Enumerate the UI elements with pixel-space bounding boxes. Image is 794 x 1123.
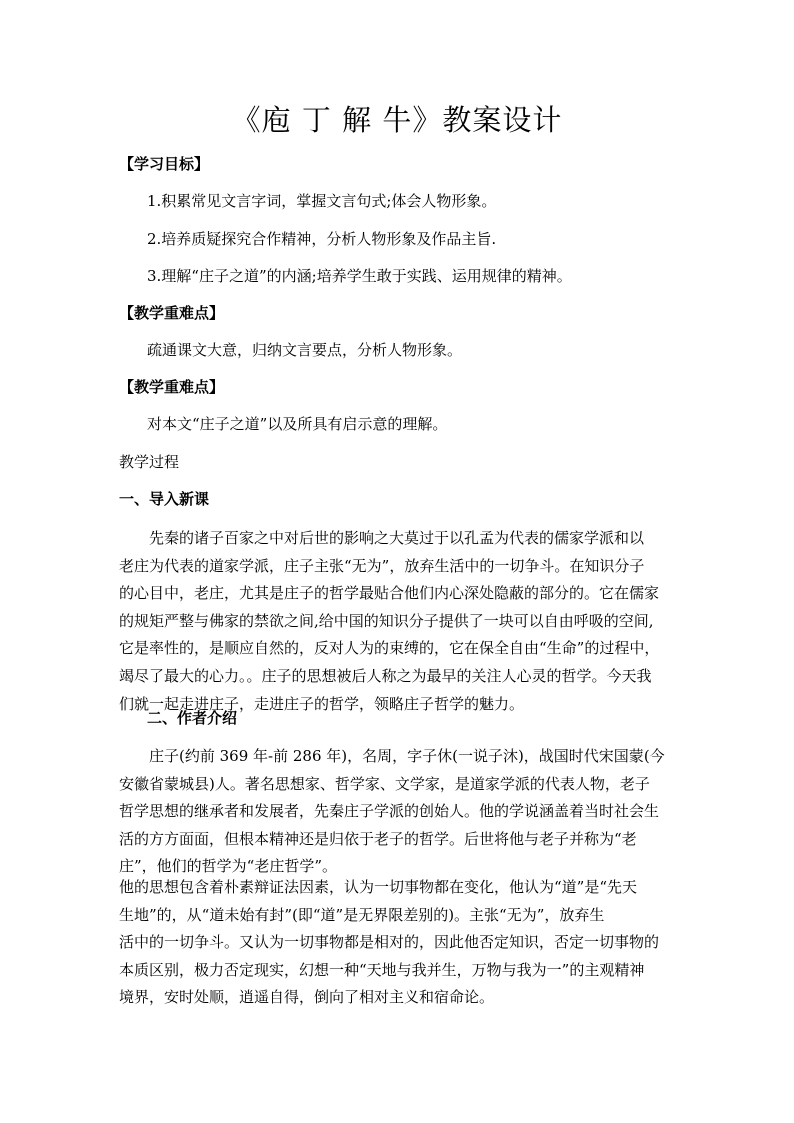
difficult-points-text: 对本文“庄子之道”以及所具有启示意的理解。 [147,415,448,433]
objective-item-3: 3.理解“庄子之道”的内涵;培养学生敢于实践、运用规律的精神。 [147,267,572,285]
paragraph-line: 本质区别，极力否定现实，幻想一种“天地与我并生，万物与我为一”的主观精神 [119,960,645,979]
paragraph-line: 生地”的，从“道未始有封”(即“道”是无界限差别的)。主张“无为”，放弃生 [119,905,605,924]
objective-item-1: 1.积累常见文言字词，掌握文言句式;体会人物形象。 [147,192,497,210]
key-points-text: 疏通课文大意，归纳文言要点，分析人物形象。 [147,341,463,359]
paragraph-line: 安徽省蒙城县)人。著名思想家、哲学家、文学家，是道家学派的代表人物，老子 [119,774,650,793]
document-title: 《庖 丁 解 牛》教案设计 [231,103,563,137]
paragraph-line: 境界，安时处顺，逍遥自得，倒向了相对主义和宿命论。 [119,988,495,1007]
paragraph-line: 们就一起走进庄子，走进庄子的哲学，领略庄子哲学的魅力。 [119,694,525,713]
paragraph-line: 的规矩严整与佛家的禁欲之间,给中国的知识分子提供了一块可以自由呼吸的空间, [119,611,654,630]
section-1-paragraph [119,525,679,718]
paragraph-line: 哲学思想的继承者和发展者，先秦庄子学派的创始人。他的学说涵盖着当时社会生 [119,802,660,821]
paragraph-line: 的心目中，老庄，尤其是庄子的哲学最贴合他们内心深处隐蔽的部分的。它在儒家 [119,584,660,603]
paragraph-line: 它是率性的，是顺应自然的，反对人为的束缚的，它在保全自由“生命”的过程中， [119,639,660,658]
author-paragraph-2 [119,874,679,1012]
paragraph-line: 活的方方面面，但根本精神还是归依于老子的哲学。后世将他与老子并称为“老 [119,829,637,848]
paragraph-line: 老庄为代表的道家学派，庄子主张“无为”，放弃生活中的一切争斗。在知识分子 [119,556,645,575]
paragraph-line: 先秦的诸子百家之中对后世的影响之大莫过于以孔孟为代表的儒家学派和以 [119,529,645,547]
process-label: 教学过程 [119,453,180,471]
objectives-heading: 【学习目标】 [119,155,210,173]
paragraph-line: 他的思想包含着朴素辩证法因素，认为一切事物都在变化，他认为“道”是“先天 [119,878,638,896]
author-paragraph-1 [119,743,679,881]
objective-item-2: 2.培养质疑探究合作精神，分析人物形象及作品主旨. [147,230,497,248]
paragraph-line: 活中的一切争斗。又认为一切事物都是相对的，因此他否定知识，否定一切事物的 [119,933,660,952]
key-points-heading: 【教学重难点】 [119,304,225,322]
paragraph-line: 庄”，他们的哲学为“老庄哲学”。 [119,857,338,876]
section-2-heading: 二、作者介绍 [147,709,238,727]
paragraph-line: 竭尽了最大的心力。。庄子的思想被后人称之为最早的关注人心灵的哲学。今天我 [119,666,652,685]
section-1-heading: 一、导入新课 [119,490,210,508]
difficult-points-heading: 【教学重难点】 [119,378,225,396]
paragraph-line: 庄子(约前 369 年-前 286 年)，名周，字子休(一说子沐)，战国时代宋国蒙(今 [119,747,665,765]
